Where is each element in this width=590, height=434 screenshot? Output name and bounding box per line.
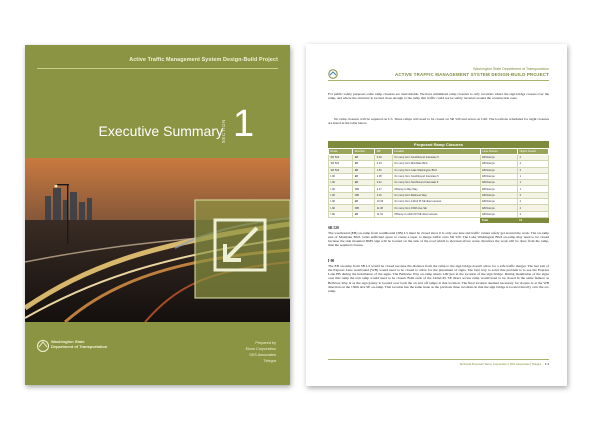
- column-header: MP: [375, 149, 393, 155]
- table-cell: 1: [518, 180, 549, 186]
- cover-footer: [25, 322, 290, 385]
- cover-section-number: 1: [233, 103, 255, 145]
- table-cell: I-90: [329, 173, 353, 179]
- table-cell: EB: [353, 199, 375, 205]
- table-cell: 2: [518, 199, 549, 205]
- column-header: Direction: [353, 149, 375, 155]
- table-cell: On ramp from Montlake Blvd: [392, 161, 480, 167]
- table-cell: [375, 217, 393, 223]
- footer-text: Technical Proposal | Elcon Corporation | SKS Associates | Telegra: [459, 362, 541, 366]
- table-cell: I-90: [329, 205, 353, 211]
- table-cell: EB: [353, 161, 375, 167]
- table-cell: EB Ramps: [480, 199, 517, 205]
- table-body: [329, 155, 549, 224]
- ramp-closures-table: [328, 141, 549, 223]
- table-cell: Offramp to Bay Way: [392, 186, 480, 192]
- i90-paragraph: The EB on-ramp from SB I-5 would be closed because the distance from the ramp to the sign bridge doesn't allow for a safe traffic merger. The last exit of the Express Lane westbound (WB) would need to be closed to allow for the placement of signs. The best way to solve this problem is to use the Express Lane EB during the installation of the signs. The Bellevue Way on-ramp meets I-90 just at the location of the sign bridge. During installation of the signs over this ramp the exit ramp would need to be closed. Both ends of the 142nd PL SE direct access ramp would need to be closed in the same fashion as Bellevue Way is as the sign gantry is located over both the on and off ramps at that location. The final location deemed necessary for closure is at the WB direction on the 150th Ave SE on-ramp. This location has the same issue as the previous three locations in that the sign bridge is located directly over the on-ramp.: [328, 264, 549, 293]
- table-cell: I-90: [329, 180, 353, 186]
- table-cell: EB Ramps: [480, 205, 517, 211]
- total-label: Total: [480, 217, 517, 223]
- table-cell: EB: [353, 173, 375, 179]
- table-total-row: [329, 217, 549, 223]
- table-cell: WB: [353, 205, 375, 211]
- section-heading-i90: I-90: [328, 259, 335, 263]
- cover-section-label: SECTION: [221, 119, 226, 144]
- table-cell: 11.38: [375, 205, 393, 211]
- prepared-by-block: [246, 340, 276, 364]
- column-header: Route: [329, 149, 353, 155]
- table-cell: On ramp from 150th Ave SE: [392, 205, 480, 211]
- table-cell: SR 520: [329, 161, 353, 167]
- table-cell: I-90: [329, 199, 353, 205]
- table-cell: 4.01: [375, 192, 393, 198]
- page-number: 1-4: [544, 362, 549, 366]
- table-cell: On ramp from 142nd Pl SE direct access: [392, 199, 480, 205]
- table-cell: EB Ramps: [480, 161, 517, 167]
- wsdot-agency-name: [51, 339, 107, 349]
- table-cell: 2.05: [375, 173, 393, 179]
- cover-title: Executive Summary: [98, 123, 223, 139]
- table-cell: 2: [518, 205, 549, 211]
- table-cell: On ramp from Bellevue Way: [392, 192, 480, 198]
- table-cell: 2: [518, 167, 549, 173]
- firm-name: SKS Associates: [249, 353, 276, 357]
- highway-night-photo: [25, 158, 290, 322]
- table-cell: EB Ramps: [480, 173, 517, 179]
- table-cell: 1: [518, 186, 549, 192]
- intro-paragraph-2: No ramp closures will be required on I-5. Three ramps will need to be closed on SR 520 and seven on I-90. The locations scheduled for night closures are listed in the table below.: [328, 117, 549, 126]
- agency-line-2: Department of Transportation: [51, 344, 108, 350]
- table-cell: EB Ramps: [480, 211, 517, 217]
- table-cell: 0.16: [375, 155, 393, 161]
- header-agency: Washington State Department of Transportation: [473, 67, 549, 71]
- agency-line-1: Washington State: [51, 339, 85, 344]
- table-cell: I-90: [329, 192, 353, 198]
- document-page: [306, 44, 567, 386]
- header-divider: [328, 80, 549, 81]
- table-cell: EB: [353, 155, 375, 161]
- column-header: Location: [392, 149, 480, 155]
- table-cell: EB Ramps: [480, 155, 517, 161]
- table-cell: [329, 217, 353, 223]
- table-cell: EB Ramps: [480, 192, 517, 198]
- table-cell: 2.41: [375, 180, 393, 186]
- section-heading-sr520: SR 520: [328, 226, 339, 230]
- table-cell: 1.61: [375, 167, 393, 173]
- table-cell: SR 520: [329, 167, 353, 173]
- table-cell: EB: [353, 180, 375, 186]
- table-cell: On ramp from Lake Washington Blvd: [392, 167, 480, 173]
- table-cell: 2: [518, 211, 549, 217]
- cover-project-title: Active Traffic Management System Design-Build Project: [129, 57, 278, 63]
- table-cell: EB Ramps: [480, 186, 517, 192]
- table-cell: EB: [353, 211, 375, 217]
- table-cell: On ramp from Southbound Interstate 5: [392, 173, 480, 179]
- table-cell: 3.17: [375, 186, 393, 192]
- table-cell: 2: [518, 155, 549, 161]
- table-cell: WB: [353, 192, 375, 198]
- table-cell: I-90: [329, 211, 353, 217]
- report-cover: [25, 45, 290, 385]
- table-cell: 2: [518, 161, 549, 167]
- table-cell: 0.23: [375, 161, 393, 167]
- intro-paragraph: For public safety purposes some ramp closures are unavoidable. We have minimized ramp closures to only locations where the sign bridge crosses over the ramp, and where the structure is located close enough to the ramp that traffic could not be safely rerouted around the construction zone.: [328, 92, 549, 101]
- table-cell: SR 520: [329, 155, 353, 161]
- column-header: Nights Closed: [518, 149, 549, 155]
- table-title: Proposed Ramp Closures: [328, 141, 549, 148]
- table-cell: [353, 217, 375, 223]
- table-cell: [392, 217, 480, 223]
- table-cell: WB: [353, 186, 375, 192]
- table-cell: 1: [518, 173, 549, 179]
- firm-name: Telegra: [263, 359, 276, 363]
- footer-divider: [328, 359, 549, 360]
- page-footer: [459, 362, 549, 366]
- table-cell: 2: [518, 192, 549, 198]
- column-header: Lane Closure: [480, 149, 517, 155]
- firm-name: Elcon Corporation: [245, 347, 276, 351]
- table-cell: EB Ramps: [480, 180, 517, 186]
- table-cell: 10.39: [375, 199, 393, 205]
- table-cell: EB Ramps: [480, 167, 517, 173]
- table-cell: EB: [353, 167, 375, 173]
- table-cell: 11.31: [375, 211, 393, 217]
- table-cell: On ramp from Southbound Interstate 5: [392, 155, 480, 161]
- table-cell: On ramp from Northbound Interstate 5: [392, 180, 480, 186]
- table-cell: I-90: [329, 186, 353, 192]
- cover-divider: [37, 68, 278, 69]
- total-value: 16: [518, 217, 549, 223]
- header-project-title: ACTIVE TRAFFIC MANAGEMENT SYSTEM DESIGN-BUILD PROJECT: [394, 72, 549, 77]
- sr520-paragraph: The westbound (EB) on-ramp from southbound (SB) I-5 must be closed since it is only one lane and traffic cannot safely get around the work. The on-ramp east of Montlake Blvd. lacks sufficient space to create a taper to merge traffic onto SR 520. The Lake Washington Blvd on-ramp may need to be closed because the side mounted DMS sign will be located on the side of the road which is elevated above water, therefore the work will be done from the ramp, thus the required closure.: [328, 231, 549, 248]
- prepared-by-label: Prepared by: [255, 341, 276, 345]
- table-cell: Offramp to 142nd Pl SE direct access: [392, 211, 480, 217]
